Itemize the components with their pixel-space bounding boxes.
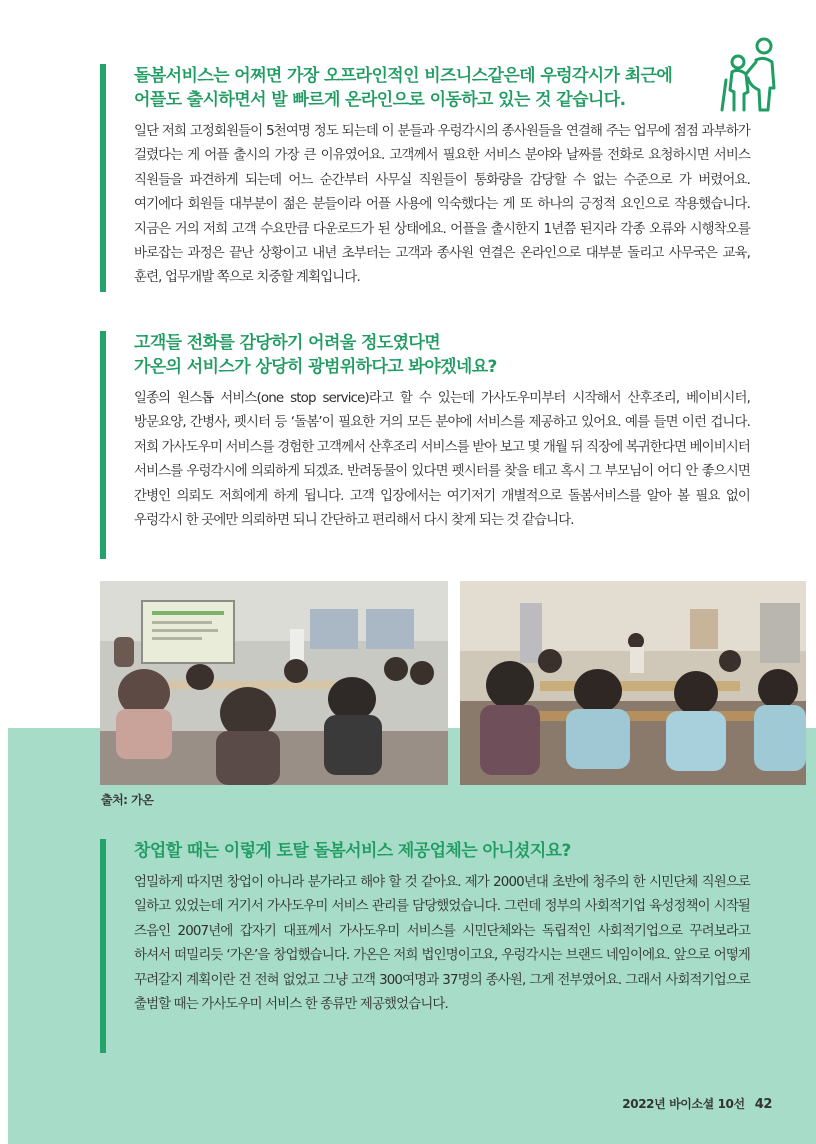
- question-line: 고객들 전화를 감당하기 어려울 정도였다면: [134, 333, 441, 353]
- answer-paragraph: 엄밀하게 따지면 창업이 아니라 분가라고 해야 할 것 같아요. 제가 2000년대 초반에 청주의 한 시민단체 직원으로 일하고 있었는데 거기서 가사도우미 서비스 관리를 담당했었습니다. 그런데 정부의 사회적기업 육성정책이 시작될 즈음인 2007년에 갑자기 대표께서 가사도우미 서비스를 시민단체와는 독립적인 사회적기업으로 꾸려보라고 하셔서 떠밀리듯 ‘가온’을 창업했습니다. 가온은 저희 법인명이고요, 우렁각시는 브랜드 네임이에요. 앞으로 어떻게 꾸려갈지 계획이란 건 전혀 없었고 그냥 고객 300여명과 37명의 종사원, 그게 전부였어요. 그래서 사회적기업으로 출범할 때는 가사도우미 서비스 한 종류만 제공했었습니다.: [134, 875, 750, 1013]
- question-line: 어플도 출시하면서 발 빠르게 온라인으로 이동하고 있는 것 같습니다.: [134, 90, 626, 110]
- page-number: 42: [754, 1097, 772, 1112]
- photo-source-caption: 출처: 가온: [101, 793, 154, 807]
- page-footer: [622, 1095, 772, 1112]
- accent-bar: [100, 64, 106, 292]
- question-line: 창업할 때는 이렇게 토탈 돌봄서비스 제공업체는 아니셨지요?: [134, 841, 571, 861]
- question-line: 가온의 서비스가 상당히 광범위하다고 봐야겠네요?: [134, 357, 497, 377]
- publication-title: 2022년 바이소셜 10선: [622, 1097, 745, 1111]
- question-line: 돌봄서비스는 어쩌면 가장 오프라인적인 비즈니스같은데 우렁각시가 최근에: [134, 66, 673, 86]
- answer-paragraph: 일종의 원스톱 서비스(one stop service)라고 할 수 있는데 가사도우미부터 시작해서 산후조리, 베이비시터, 방문요양, 간병사, 펫시터 등 ‘돌봄’이 필요한 거의 모든 분야에 서비스를 제공하고 있어요. 예를 들면 이런 겁니다. 저희 가사도우미 서비스를 경험한 고객께서 산후조리 서비스를 받아 보고 몇 개월 뒤 직장에 복귀한다면 베이비시터 서비스를 우렁각시에 의뢰하게 되겠죠. 반려동물이 있다면 펫시터를 찾을 테고 혹시 그 부모님이 어디 안 좋으시면 간병인 의뢰도 저희에게 하게 됩니다. 고객 입장에서는 여기저기 개별적으로 돌봄서비스를 알아 볼 필요 없이 우렁각시 한 곳에만 의뢰하면 되니 간단하고 편리해서 다시 찾게 되는 것 같습니다.: [134, 391, 750, 529]
- answer-paragraph: 일단 저희 고정회원들이 5천여명 정도 되는데 이 분들과 우렁각시의 종사원들을 연결해 주는 업무에 점점 과부하가 걸렸다는 게 어플 출시의 가장 큰 이유였어요. 고객께서 필요한 서비스 분야와 날짜를 전화로 요청하시면 서비스 직원들을 파견하게 되는데 어느 순간부터 사무실 직원들이 통화량을 감당할 수 없는 수준으로 가 버렸어요. 여기에다 회원들 대부분이 젊은 분들이라 어플 사용에 익숙했다는 게 또 하나의 긍정적 요인으로 작용했습니다. 지금은 거의 저희 고객 수요만큼 다운로드가 된 상태에요. 어플을 출시한지 1년쯤 된지라 각종 오류와 시행착오를 바로잡는 과정은 끝난 상황이고 내년 초부터는 고객과 종사원 연결은 온라인으로 대부분 돌리고 사무국은 교육, 훈련, 업무개발 쪽으로 치중할 계획입니다.: [134, 124, 750, 286]
- question-heading: [134, 839, 750, 863]
- interview-section-3: [100, 839, 750, 1017]
- meeting-photo-right: [460, 581, 806, 785]
- accent-bar: [100, 839, 106, 1053]
- question-heading: [134, 64, 750, 112]
- meeting-photo-left: [100, 581, 448, 785]
- interview-section-1: [100, 64, 750, 291]
- accent-bar: [100, 331, 106, 559]
- question-heading: [134, 331, 750, 379]
- interview-section-2: [100, 331, 750, 533]
